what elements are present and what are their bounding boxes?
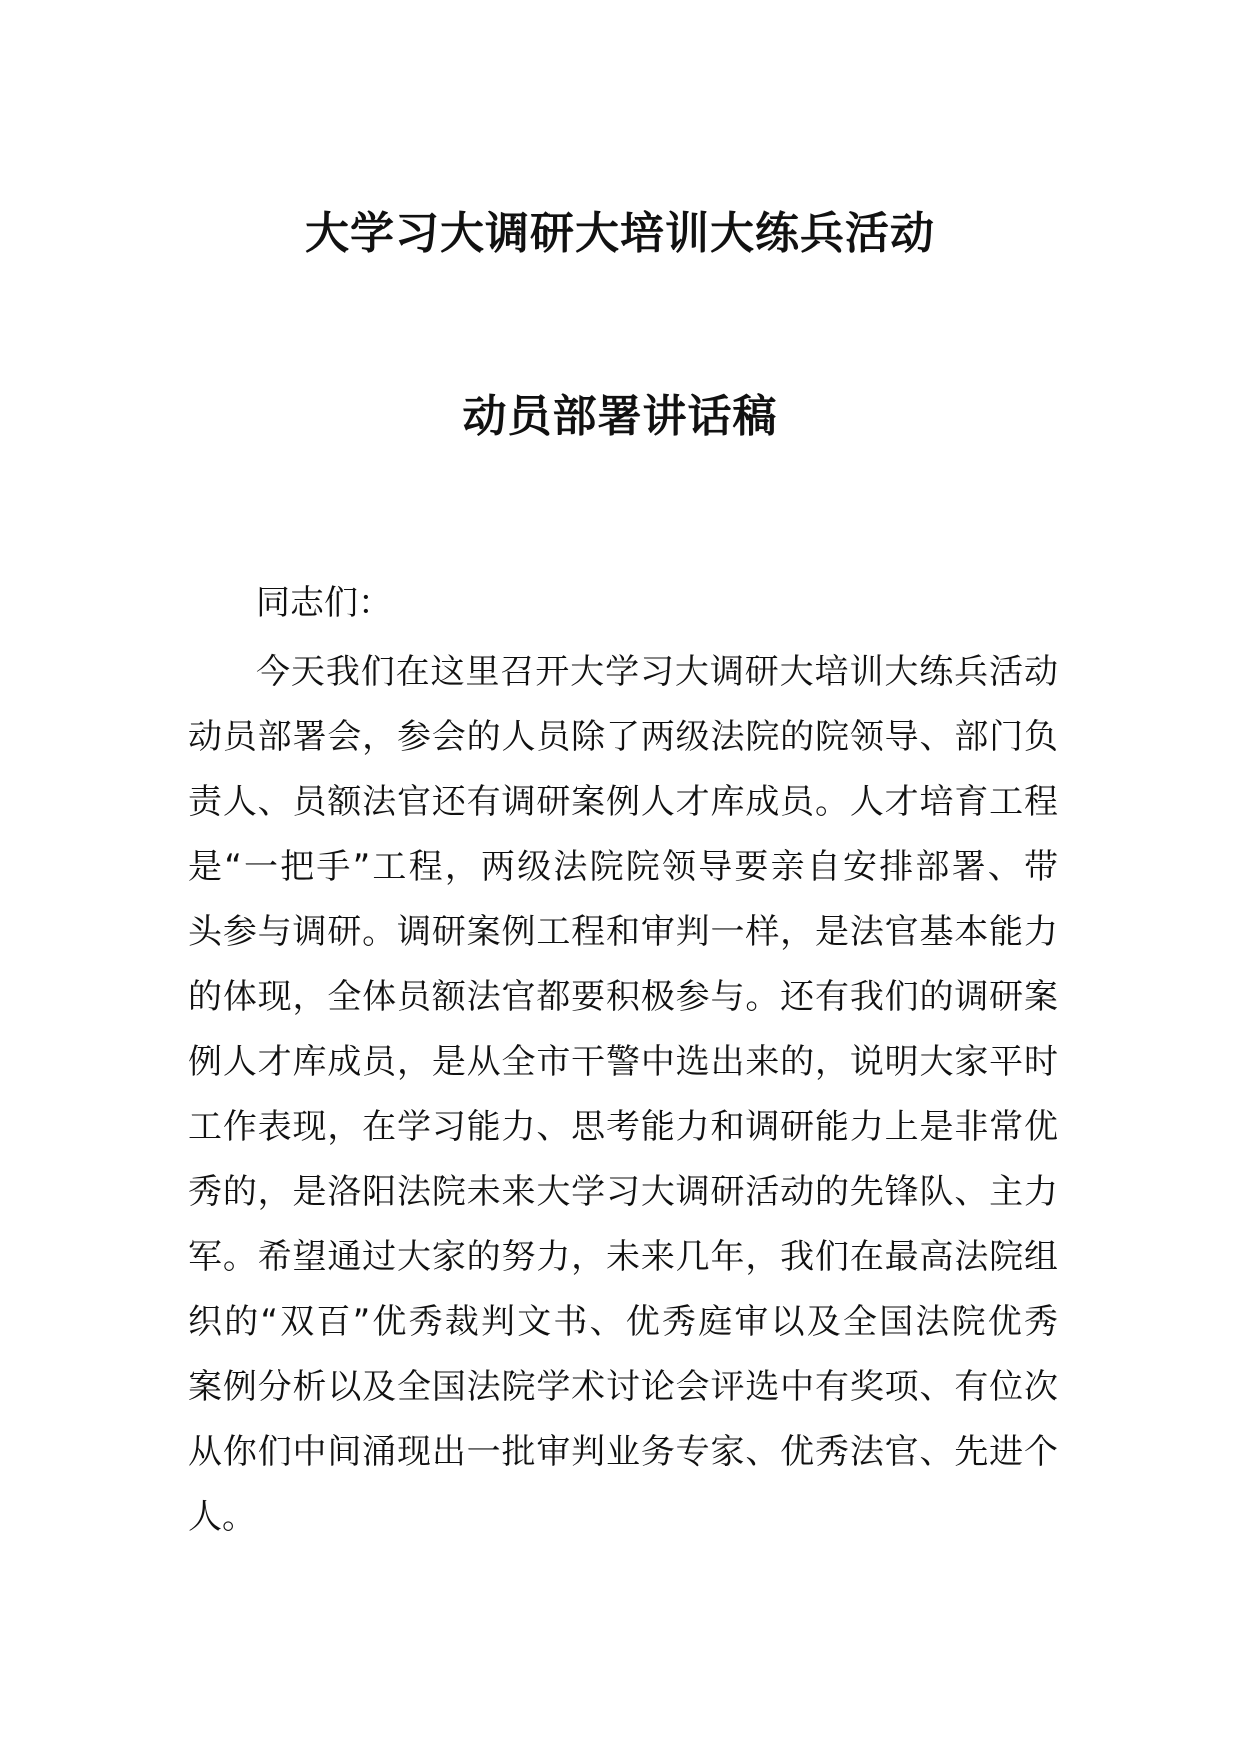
paragraph-line: 案例分析以及全国法院学术讨论会评选中有奖项、有位次 bbox=[188, 1367, 1058, 1407]
paragraph-line: 工作表现，在学习能力、思考能力和调研能力上是非常优 bbox=[188, 1107, 1058, 1147]
document-title-line-2: 动员部署讲话稿 bbox=[462, 391, 778, 442]
paragraph-line: 秀的，是洛阳法院未来大学习大调研活动的先锋队、主力 bbox=[188, 1172, 1058, 1212]
document-title-line-1: 大学习大调研大培训大练兵活动 bbox=[305, 208, 935, 259]
paragraph-line: 今天我们在这里召开大学习大调研大培训大练兵活动 bbox=[256, 652, 1058, 692]
paragraph-line: 人。 bbox=[188, 1497, 256, 1537]
paragraph-line: 责人、员额法官还有调研案例人才库成员。人才培育工程 bbox=[188, 782, 1058, 822]
speech-paragraph bbox=[188, 640, 1058, 1550]
paragraph-line: 例人才库成员，是从全市干警中选出来的，说明大家平时 bbox=[188, 1042, 1058, 1082]
paragraph-line: 头参与调研。调研案例工程和审判一样，是法官基本能力 bbox=[188, 912, 1058, 952]
paragraph-line: 从你们中间涌现出一批审判业务专家、优秀法官、先进个 bbox=[188, 1432, 1058, 1472]
paragraph-line: 织的“双百”优秀裁判文书、优秀庭审以及全国法院优秀 bbox=[188, 1302, 1058, 1342]
salutation: 同志们： bbox=[256, 583, 392, 623]
paragraph-line: 军。希望通过大家的努力，未来几年，我们在最高法院组 bbox=[188, 1237, 1058, 1277]
paragraph-line: 是“一把手”工程，两级法院院领导要亲自安排部署、带 bbox=[188, 847, 1058, 887]
paragraph-line: 动员部署会，参会的人员除了两级法院的院领导、部门负 bbox=[188, 717, 1058, 757]
paragraph-line: 的体现，全体员额法官都要积极参与。还有我们的调研案 bbox=[188, 977, 1058, 1017]
